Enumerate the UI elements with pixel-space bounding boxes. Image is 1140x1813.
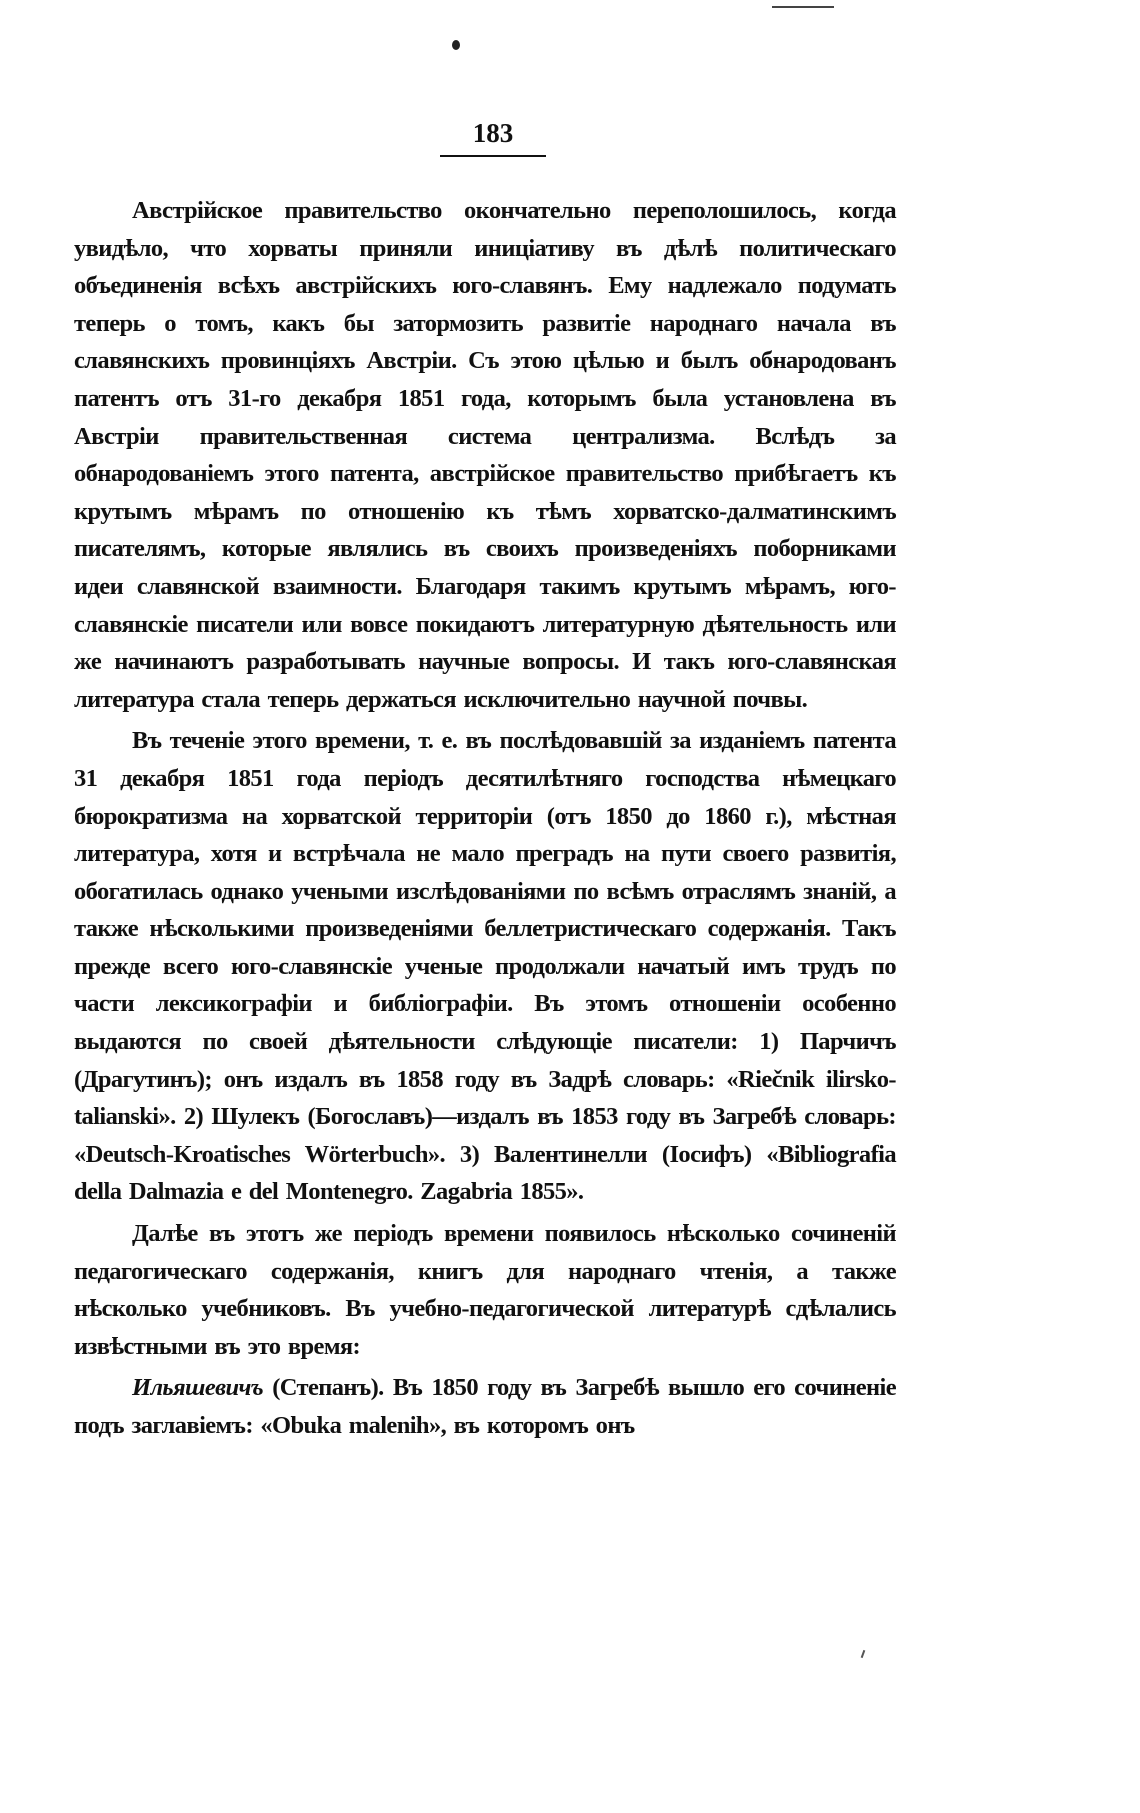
author-name: Ильяшевичъ (132, 1374, 264, 1402)
page-number: 183 (440, 118, 546, 157)
top-edge-rule (772, 6, 834, 8)
paragraph-ilyashevich-text: (Степанъ). Въ 1850 году въ Загребѣ вышло его сочиненіе подъ заглавіемъ: «Obuka malenih», въ которомъ онъ (74, 1374, 896, 1439)
ink-dot-mark (452, 40, 460, 50)
paragraph-austrian-government: Австрійское правительство окончательно переполошилось, когда увидѣло, что хорваты приняли иниціативу въ дѣлѣ политическаго объединенія всѣхъ австрійскихъ юго-славянъ. Ему надлежало подумать теперь о томъ, какъ бы затормозить развитіе народнаго начала въ славянскихъ провинціяхъ Австріи. Съ этою цѣлью и былъ обнародованъ патентъ отъ 31-го декабря 1851 года, которымъ была установлена въ Австріи правительственная система централизма. Вслѣдъ за обнародованіемъ этого патента, австрійское правительство прибѣгаетъ къ крутымъ мѣрамъ по отношенію къ тѣмъ хорватско-далматинскимъ писателямъ, которые являлись въ своихъ произведеніяхъ поборниками идеи славянской взаимности. Благодаря такимъ крутымъ мѣрамъ, юго-славянскіе писатели или вовсе покидаютъ литературную дѣятельность или же начинаютъ разработывать научные вопросы. И такъ юго-славянская литература стала теперь держаться исключительно научной почвы. (74, 197, 896, 713)
stray-ink-mark (861, 1650, 866, 1658)
body-text (74, 192, 896, 1445)
paragraph-pedagogical-works: Далѣе въ этотъ же періодъ времени появилось нѣсколько сочиненій педагогическаго содержанія, книгъ для народнаго чтенія, а также нѣсколько учебниковъ. Въ учебно-педагогической литературѣ сдѣлались извѣстными въ это время: (74, 1220, 896, 1360)
paragraph-period-1850-1860: Въ теченіе этого времени, т. е. въ послѣдовавшій за изданіемъ патента 31 декабря 1851 года періодъ десятилѣтняго господства нѣмецкаго бюрократизма на хорватской территоріи (отъ 1850 до 1860 г.), мѣстная литература, хотя и встрѣчала не мало преградъ на пути своего развитія, обогатилась однако учеными изслѣдованіями по всѣмъ отраслямъ знаній, а также нѣсколькими произведеніями беллетристическаго содержанія. Такъ прежде всего юго-славянскіе ученые продолжали начатый имъ трудъ по части лексикографіи и библіографіи. Въ этомъ отношеніи особенно выдаются по своей дѣятельности слѣдующіе писатели: 1) Парчичъ (Драгутинъ); онъ издалъ въ 1858 году въ Задрѣ словарь: «Riečnik ilirsko-talianski». 2) Шулекъ (Богославъ)—издалъ въ 1853 году въ Загребѣ словарь: «Deutsch-Kroatisches Wörterbuch». 3) Валентинелли (Іосифъ) «Bibliografia della Dalmazia e del Montenegro. Zagabria 1855». (74, 727, 896, 1206)
paragraph-ilyashevich (74, 1369, 896, 1444)
